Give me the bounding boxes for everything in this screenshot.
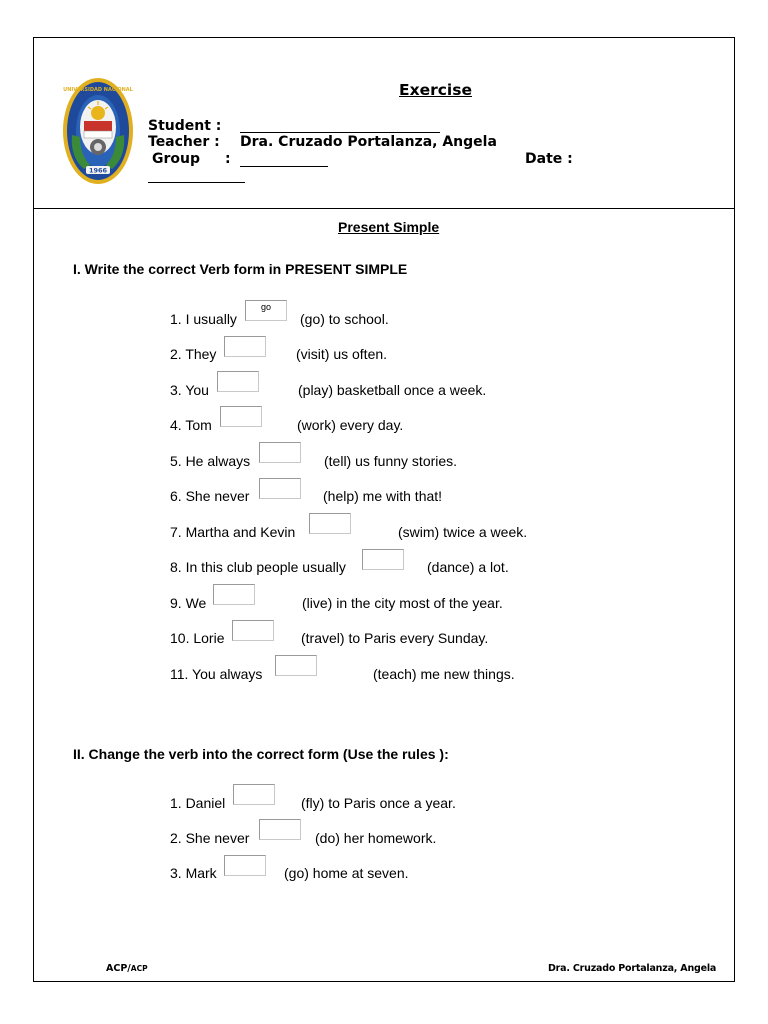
footer-initials-small: ACP <box>130 964 148 973</box>
item-prefix: 11. You always <box>170 666 263 682</box>
item-prefix: 2. They <box>170 346 217 362</box>
part1-heading: I. Write the correct Verb form in PRESENT SIMPLE <box>73 261 408 277</box>
item-prefix: 1. Daniel <box>170 795 226 811</box>
teacher-label: Teacher : <box>148 134 220 150</box>
item-suffix: (travel) to Paris every Sunday. <box>301 630 489 646</box>
item-suffix: (work) every day. <box>297 417 404 433</box>
answer-box[interactable] <box>233 784 275 805</box>
item-suffix: (dance) a lot. <box>427 559 509 575</box>
footer-initials-main: ACP/ <box>106 963 131 974</box>
item-suffix: (help) me with that! <box>323 488 443 504</box>
svg-text:UNIVERSIDAD NACIONAL: UNIVERSIDAD NACIONAL <box>63 87 133 93</box>
item-suffix: (go) home at seven. <box>284 865 409 881</box>
student-name-line <box>240 132 440 133</box>
item-suffix: (tell) us funny stories. <box>324 453 458 469</box>
item-suffix: (play) basketball once a week. <box>298 382 487 398</box>
answer-box[interactable] <box>232 620 274 641</box>
item-prefix: 5. He always <box>170 453 251 469</box>
date-label: Date : <box>525 151 573 167</box>
student-label: Student : <box>148 118 222 134</box>
item-prefix: 3. Mark <box>170 865 217 881</box>
answer-box[interactable] <box>213 584 255 605</box>
answer-box[interactable] <box>275 655 317 676</box>
item-suffix: (teach) me new things. <box>373 666 515 682</box>
group-label: Group <box>152 151 201 167</box>
section-title: Present Simple <box>338 219 440 235</box>
answer-box[interactable] <box>217 371 259 392</box>
item-prefix: 2. She never <box>170 830 250 846</box>
answer-box[interactable] <box>224 336 266 357</box>
item-suffix: (swim) twice a week. <box>398 524 528 540</box>
header-divider <box>33 208 735 209</box>
teacher-name: Dra. Cruzado Portalanza, Angela <box>240 134 497 150</box>
item-suffix: (live) in the city most of the year. <box>302 595 503 611</box>
item-prefix: 7. Martha and Kevin <box>170 524 296 540</box>
answer-box[interactable] <box>259 442 301 463</box>
part2-heading: II. Change the verb into the correct form (Use the rules ): <box>73 746 449 762</box>
item-prefix: 4. Tom <box>170 417 212 433</box>
answer-box[interactable] <box>362 549 404 570</box>
university-seal-logo <box>62 77 134 185</box>
date-line <box>148 182 245 183</box>
item-prefix: 9. We <box>170 595 207 611</box>
item-prefix: 3. You <box>170 382 209 398</box>
answer-box[interactable] <box>220 406 262 427</box>
item-prefix: 10. Lorie <box>170 630 225 646</box>
answer-box[interactable] <box>259 819 301 840</box>
item-prefix: 1. I usually <box>170 311 237 327</box>
item-suffix: (go) to school. <box>300 311 389 327</box>
item-prefix: 8. In this club people usually <box>170 559 346 575</box>
group-line <box>240 166 328 167</box>
footer-author: Dra. Cruzado Portalanza, Angela <box>548 963 717 974</box>
answer-box[interactable]: go <box>245 300 287 321</box>
item-prefix: 6. She never <box>170 488 250 504</box>
answer-box[interactable] <box>259 478 301 499</box>
exercise-title: Exercise <box>399 81 472 99</box>
group-colon: : <box>225 151 231 167</box>
item-suffix: (visit) us often. <box>296 346 388 362</box>
answer-box[interactable] <box>224 855 266 876</box>
footer-initials <box>106 963 148 974</box>
item-suffix: (do) her homework. <box>315 830 437 846</box>
svg-text:1966: 1966 <box>88 166 108 175</box>
item-suffix: (fly) to Paris once a year. <box>301 795 456 811</box>
answer-box[interactable] <box>309 513 351 534</box>
